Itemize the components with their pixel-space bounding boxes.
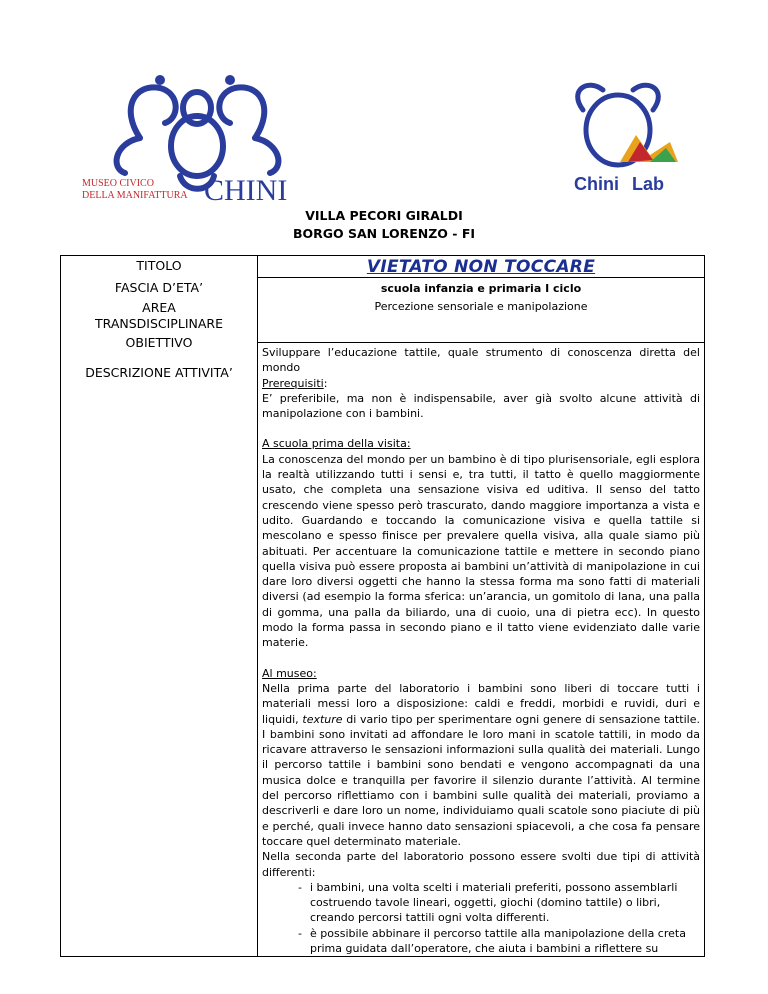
prereq-colon: : [323,376,328,390]
logo-brand-b: Lab [632,174,665,194]
value-obiettivo: Sviluppare l’educazione tattile, quale strumento di conoscenza diretta del mondo [262,346,700,375]
label-fascia: FASCIA D’ETA’ [114,280,204,295]
museo-chini-logo [80,68,300,208]
museo-text-b: di vario tipo per sperimentare ogni genere di sensazione tattile. I bambini sono invitati ad affondare le loro mani in scatole tattili, in modo da ricavare attraverso le sensazioni informazioni sulla qualità dei materiali. Lungo il percorso tattile i bambini sono bendati e vengono accompagnati da una musica dolce e tranquilla per favorire il silenzio durante l’attività. Al termine del percorso riflettiamo con i bambini sulle qualità dei materiali, proviamo a descriverli e dare loro un nome, individuiamo quali scatole sono piaciute di più e perché, quali invece hanno dato sensazioni spiacevoli, a che cosa fa pensare toccare quel determinato materiale. [262,712,700,848]
label-descrizione: DESCRIZIONE ATTIVITA’ [85,365,233,380]
label-obiettivo: OBIETTIVO [125,335,193,350]
museo-paragraph-1 [262,681,700,849]
values-column [258,256,705,957]
value-area: Percezione sensoriale e manipolazione [258,297,704,343]
activity-body [258,343,704,956]
museo-heading: Al museo: [262,666,317,680]
prereq-text: E’ preferibile, ma non è indispensabile, aver già svolto alcune attività di manipolazione con i bambini. [262,391,700,421]
museo-paragraph-2: Nella seconda parte del laboratorio possono essere svolti due tipi di attività differenti: [262,850,700,879]
museo-text-a: Nella prima parte del laboratorio i bambini sono liberi di toccare tutti i materiali messi loro a disposizione: caldi e freddi, morbidi e ruvidi, duri e liquidi, [262,681,700,726]
logo-text-line2: DELLA MANIFATTURA [82,190,188,201]
label-titolo: TITOLO [136,258,182,273]
chini-lab-logo [558,80,698,200]
header-line1: VILLA PECORI GIRALDI [305,208,463,223]
label-area-1: AREA [142,300,176,315]
logo-text-line1: MUSEO CIVICO [82,178,154,189]
header-line2: BORGO SAN LORENZO - FI [292,226,476,241]
museo-text-italic: texture [302,712,343,726]
logo-brand-a: Chini [574,174,619,194]
activity-table [60,255,705,957]
activity-title: VIETATO NON TOCCARE [366,257,596,277]
labels-column [61,256,258,957]
list-dash: - [298,880,302,894]
list-item [262,880,700,926]
prereq-heading: Prerequisiti [262,376,324,390]
scuola-text: La conoscenza del mondo per un bambino è di tipo plurisensoriale, egli esplora la realtà utilizzando tutti i sensi e, tra tutti, il tatto è quello maggiormente usato, che completa una sensazione visiva ed uditiva. Il senso del tatto crescendo viene spesso però trascurato, dando maggiore importanza a vista e udito. Guardando e toccando la comunicazione visiva e quella tattile si mescolano e spesso finisce per prevalere quella visiva, alla quale siamo più abituati. Per accentuare la comunicazione tattile e mettere in secondo piano quella visiva può essere proposta ai bambini un’attività di manipolazione in cui dare loro diversi oggetti che hanno la stessa forma ma sono fatti di materiali diversi (ad esempio la forma sferica: un’arancia, un gomitolo di lana, una palla di gomma, una palla da biliardo, una di cuoio, una di pietra ecc). In questo modo la forma passa in secondo piano e il tatto viene evidenziato dalle varie materie. [262,452,700,650]
activity-list [262,880,700,956]
list-item-text: è possibile abbinare il percorso tattile alla manipolazione della creta prima guidata dall’operatore, che aiuta i bambini a riflettere su [310,926,686,955]
list-item [262,926,700,957]
list-item-text: i bambini, una volta scelti i materiali preferiti, possono assemblarli costruendo tavole lineari, oggetti, giochi (domino tattile) o libri, creando percorsi tattili ogni volta differenti. [310,880,678,925]
scuola-heading: A scuola prima della visita: [262,437,411,451]
list-dash: - [298,926,302,940]
label-area-2: TRANSDISCIPLINARE [95,316,223,331]
value-fascia: scuola infanzia e primaria I ciclo [380,282,582,295]
logo-brand: CHINI [204,174,288,207]
